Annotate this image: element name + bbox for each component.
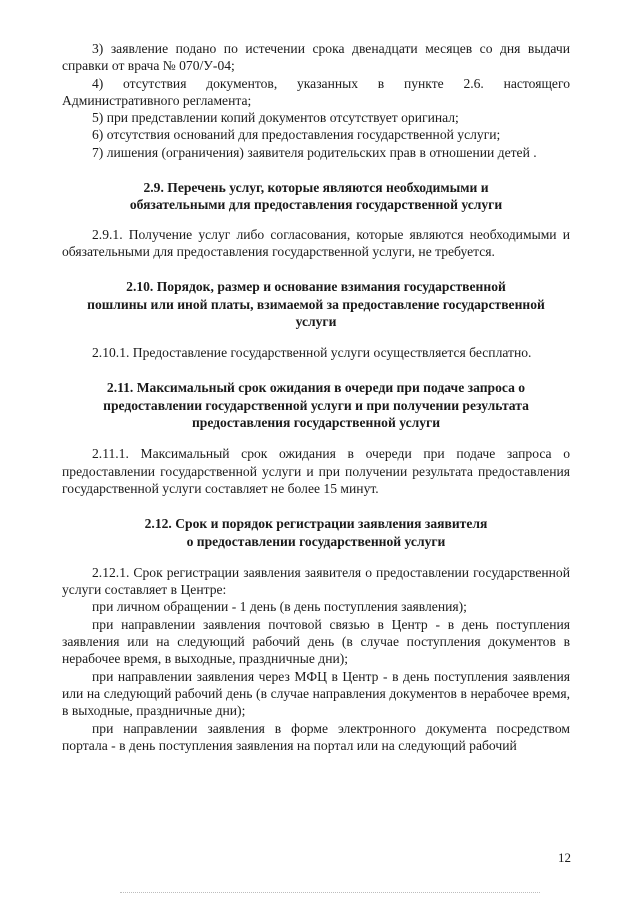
heading-line: 2.11. Максимальный срок ожидания в очереди при подаче запроса о xyxy=(106,380,526,396)
heading-line: предоставления государственной услуги xyxy=(191,415,441,431)
section-heading-2-9 xyxy=(62,179,570,214)
paragraph-2-12-portal: при направлении заявления в форме электронного документа посредством портала - в день поступления заявления на портал или на следующий рабочий xyxy=(62,720,570,753)
section-heading-2-11 xyxy=(62,379,570,431)
heading-line: обязательными для предоставления государственной услуги xyxy=(129,197,503,213)
list-item-3: 3) заявление подано по истечении срока двенадцати месяцев со дня выдачи справки от врача № 070/У-04; xyxy=(62,41,570,74)
heading-line: 2.12. Срок и порядок регистрации заявления заявителя xyxy=(144,516,488,532)
heading-line: 2.10. Порядок, размер и основание взимания государственной xyxy=(126,279,506,295)
list-item-6: 6) отсутствия оснований для предоставления государственной услуги; xyxy=(92,127,501,143)
page-number: 12 xyxy=(558,850,571,865)
scan-artifact-line xyxy=(120,892,540,895)
paragraph-2-12-personal: при личном обращении - 1 день (в день поступления заявления); xyxy=(92,599,467,615)
heading-line: услуги xyxy=(295,313,337,329)
list-item-7: 7) лишения (ограничения) заявителя родительских прав в отношении детей . xyxy=(92,144,537,160)
section-heading-2-12 xyxy=(62,515,570,550)
paragraph-2-12-post: при направлении заявления почтовой связью в Центр - в день поступления заявления или на следующий рабочий день (в случае поступления документов в нерабочее время, в выходные, праздничные дни); xyxy=(62,616,570,667)
section-heading-2-10 xyxy=(62,278,570,330)
heading-line: 2.9. Перечень услуг, которые являются необходимыми и xyxy=(143,180,489,196)
heading-line: предоставлении государственной услуги и при получении результата xyxy=(103,397,529,413)
paragraph-2-11-1: 2.11.1. Максимальный срок ожидания в очереди при подаче запроса о предоставлении государственной услуги и при получении результата предоставления государственной услуги составляет не более 15 минут. xyxy=(62,446,570,496)
paragraph-2-9-1: 2.9.1. Получение услуг либо согласования, которые являются необходимыми и обязательными для предоставления государственной услуги, не требуется. xyxy=(62,226,570,259)
heading-line: о предоставлении государственной услуги xyxy=(186,533,446,549)
paragraph-2-12-1: 2.12.1. Срок регистрации заявления заявителя о предоставлении государственной услуги составляет в Центре: xyxy=(62,564,570,598)
paragraph-2-10-1: 2.10.1. Предоставление государственной услуги осуществляется бесплатно. xyxy=(92,345,532,361)
list-item-4: 4) отсутствия документов, указанных в пункте 2.6. настоящего Административного регламента; xyxy=(62,75,570,108)
heading-line: пошлины или иной платы, взимаемой за предоставление государственной xyxy=(87,296,545,312)
paragraph-2-12-mfc: при направлении заявления через МФЦ в Центр - в день поступления заявления или на следующий рабочий день (в случае направления документов в нерабочее время, в выходные, праздничные дни); xyxy=(62,668,570,719)
page-content xyxy=(62,40,570,754)
list-item-5: 5) при представлении копий документов отсутствует оригинал; xyxy=(92,110,459,126)
